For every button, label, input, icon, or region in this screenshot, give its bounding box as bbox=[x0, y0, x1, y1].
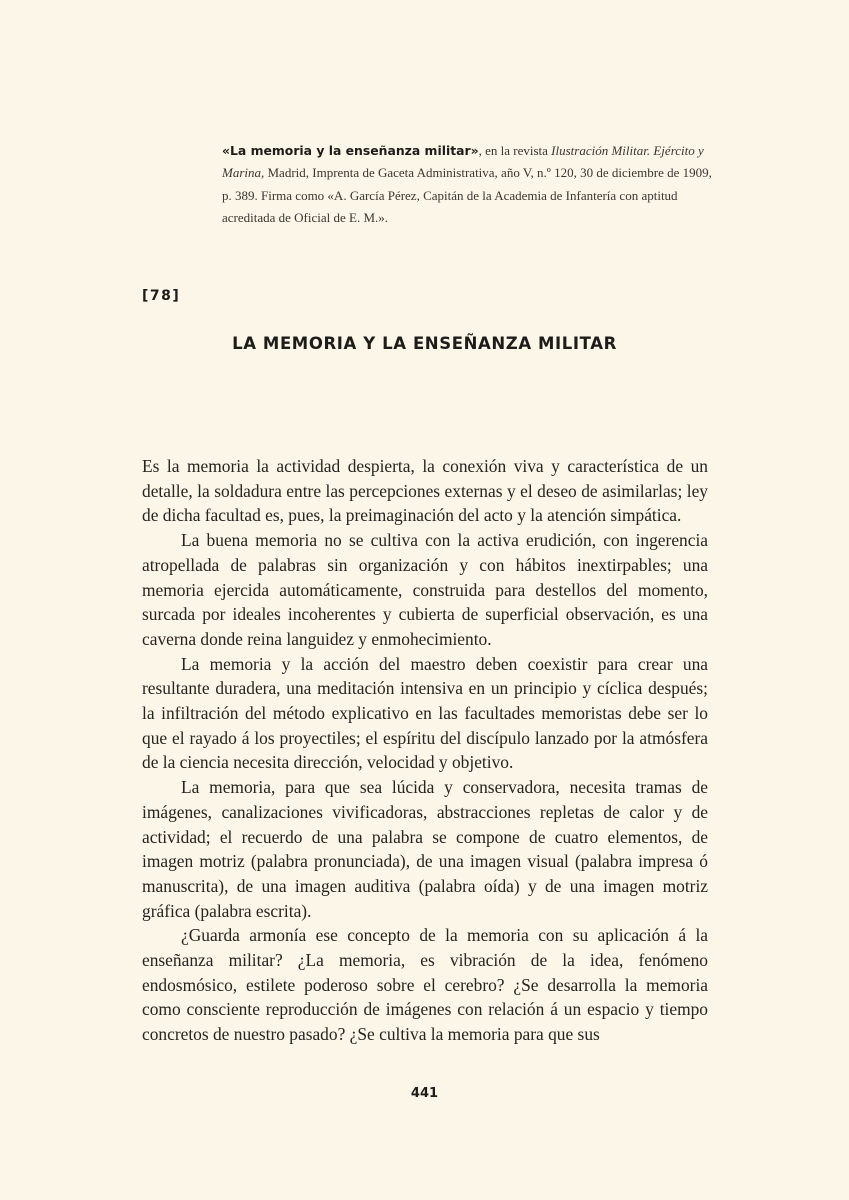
page-number: 441 bbox=[410, 1086, 439, 1101]
document-number: [78] bbox=[142, 288, 181, 304]
page-title: LA MEMORIA Y LA ENSEÑANZA MILITAR bbox=[232, 334, 617, 353]
body-text bbox=[142, 454, 708, 1047]
source-text-2: , Madrid, Imprenta de Gaceta Administrativa, año V, n.º 120, 30 de diciembre de 1909, p. 389. Firma como «A. García Pérez, Capitán de la Academia de Infantería con aptitud acreditada de Oficial de E. M.». bbox=[222, 165, 712, 226]
paragraph: La memoria, para que sea lúcida y conservadora, necesita tramas de imágenes, canalizaciones vivificadoras, abstracciones repletas de calor y de actividad; el recuerdo de una palabra se compone de cuatro elementos, de imagen motriz (palabra pronunciada), de una imagen visual (palabra impresa ó manuscrita), de una imagen auditiva (palabra oída) y de una imagen motriz gráfica (palabra escrita). bbox=[142, 777, 708, 921]
paragraph: La memoria y la acción del maestro deben coexistir para crear una resultante duradera, una meditación intensiva en un principio y cíclica después; la infiltración del método explicativo en las facultades memoristas debe ser lo que el rayado á los proyectiles; el espíritu del discípulo lanzado por la atmósfera de la ciencia necesita dirección, velocidad y objetivo. bbox=[142, 653, 708, 773]
source-text-1: , en la revista bbox=[478, 143, 552, 158]
source-article-title: «La memoria y la enseñanza militar» bbox=[222, 143, 479, 158]
paragraph: La buena memoria no se cultiva con la activa erudición, con ingerencia atropellada de palabras sin organización y con hábitos inextirpables; una memoria ejercida automáticamente, construida para destellos del momento, surcada por ideales incoherentes y cubierta de superficial observación, es una caverna donde reina languidez y enmohecimiento. bbox=[142, 530, 708, 649]
source-journal: Ilustración Militar. Ejército y Marina bbox=[222, 143, 704, 181]
source-note bbox=[222, 140, 722, 230]
paragraph: Es la memoria la actividad despierta, la conexión viva y característica de un detalle, la soldadura entre las percepciones externas y el deseo de asimilarlas; ley de dicha facultad es, pues, la preimaginación del acto y la atención simpática. bbox=[142, 456, 708, 526]
paragraph: ¿Guarda armonía ese concepto de la memoria con su aplicación á la enseñanza militar? ¿La memoria, es vibración de la idea, fenómeno endosmósico, estilete poderoso sobre el cerebro? ¿Se desarrolla la memoria como consciente reproducción de imágenes con relación á un espacio y tiempo concretos de nuestro pasado? ¿Se cultiva la memoria para que sus bbox=[142, 925, 708, 1045]
